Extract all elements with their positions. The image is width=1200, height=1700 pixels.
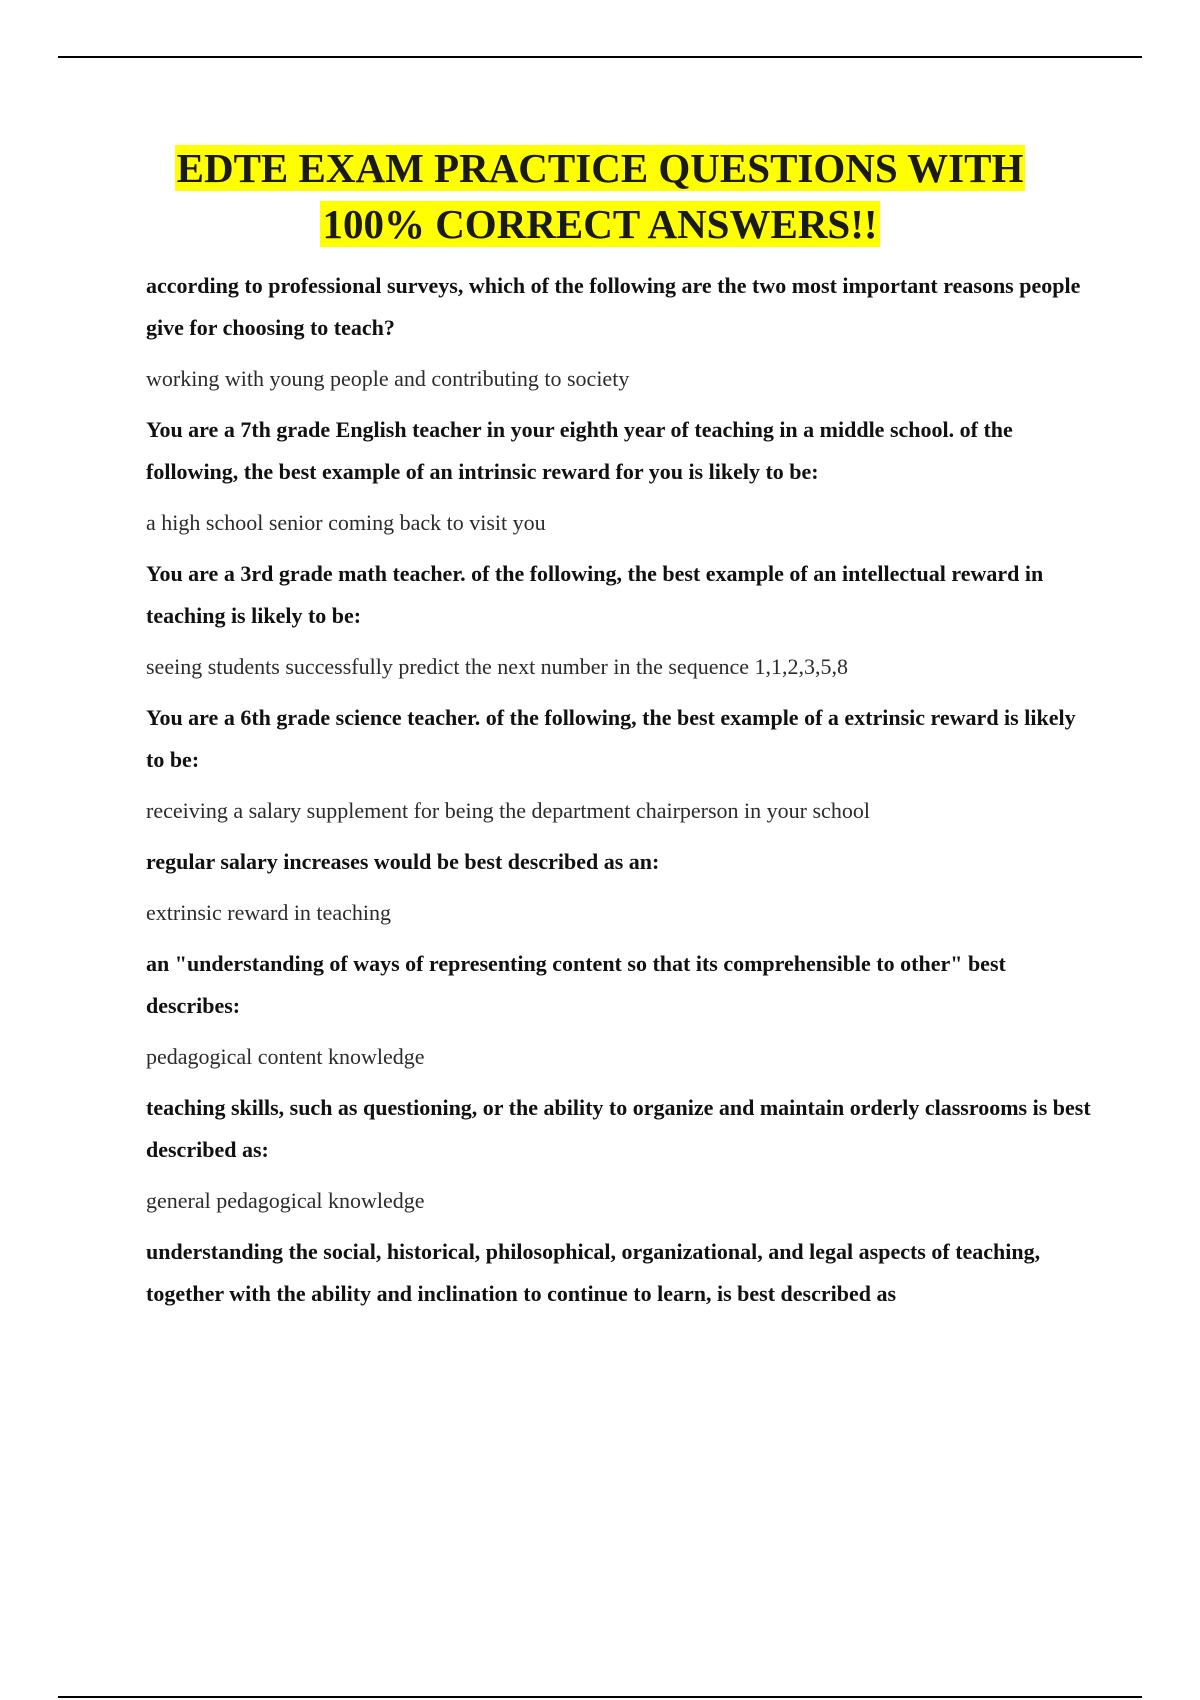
qa-item-7	[146, 1087, 1096, 1222]
answer-text: working with young people and contributing to society	[146, 366, 630, 391]
answer-text: receiving a salary supplement for being the department chairperson in your school	[146, 798, 870, 823]
question-text: teaching skills, such as questioning, or the ability to organize and maintain orderly classrooms is best described as:	[146, 1095, 1091, 1162]
qa-item-8	[146, 1231, 1096, 1315]
question-text: according to professional surveys, which of the following are the two most important reasons people give for choosing to teach?	[146, 273, 1081, 340]
qa-item-1	[146, 265, 1096, 400]
answer-text: pedagogical content knowledge	[146, 1044, 425, 1069]
qa-list	[146, 265, 1096, 1324]
qa-item-4	[146, 697, 1096, 832]
document-title	[60, 140, 1140, 252]
question-text: You are a 3rd grade math teacher. of the following, the best example of an intellectual reward in teaching is likely to be:	[146, 561, 1044, 628]
bottom-rule	[58, 1696, 1142, 1698]
question-text: You are a 6th grade science teacher. of the following, the best example of a extrinsic reward is likely to be:	[146, 705, 1076, 772]
qa-item-2	[146, 409, 1096, 544]
answer-text: general pedagogical knowledge	[146, 1188, 425, 1213]
title-line-1: EDTE EXAM PRACTICE QUESTIONS WITH	[176, 145, 1024, 191]
question-text: regular salary increases would be best described as an:	[146, 849, 660, 874]
title-line-2: 100% CORRECT ANSWERS!!	[322, 201, 878, 247]
answer-text: extrinsic reward in teaching	[146, 900, 391, 925]
qa-item-6	[146, 943, 1096, 1078]
question-text: understanding the social, historical, philosophical, organizational, and legal aspects of teaching, together with the ability and inclination to continue to learn, is best described as	[146, 1239, 1041, 1306]
question-text: You are a 7th grade English teacher in your eighth year of teaching in a middle school. of the following, the best example of an intrinsic reward for you is likely to be:	[146, 417, 1013, 484]
question-text: an "understanding of ways of representing content so that its comprehensible to other" best describes:	[146, 951, 1006, 1018]
qa-item-5	[146, 841, 1096, 934]
answer-text: a high school senior coming back to visit you	[146, 510, 546, 535]
qa-item-3	[146, 553, 1096, 688]
top-rule	[58, 56, 1142, 58]
answer-text: seeing students successfully predict the next number in the sequence 1,1,2,3,5,8	[146, 654, 848, 679]
